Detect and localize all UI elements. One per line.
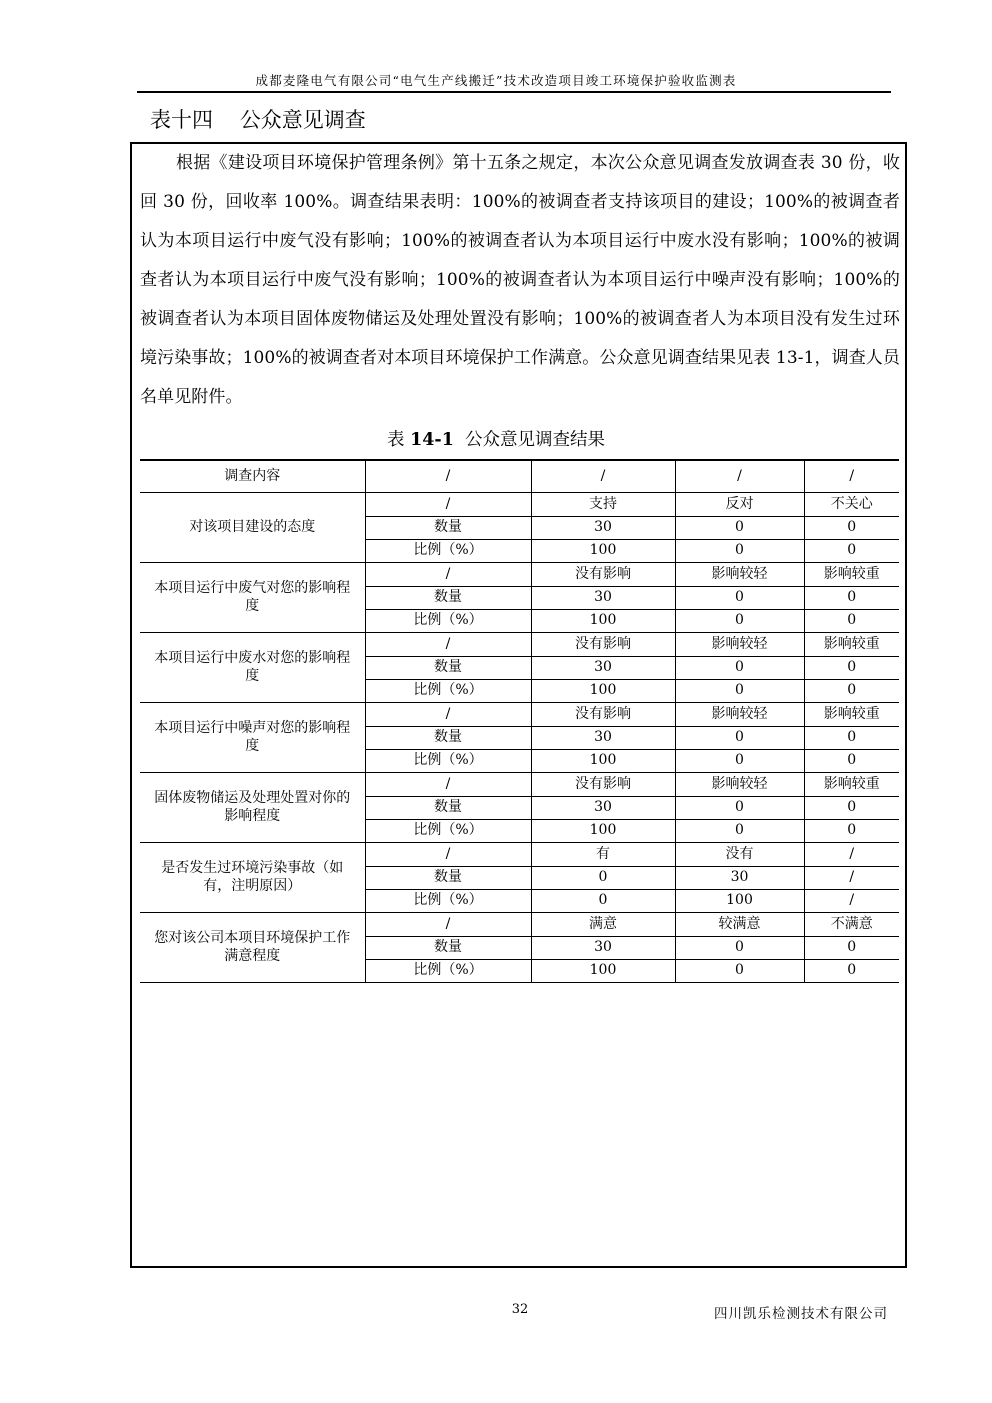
table-cell: 数量 (365, 866, 531, 889)
table-caption (0, 426, 992, 451)
table-cell: 0 (675, 749, 804, 772)
table-cell: 比例（%） (365, 959, 531, 982)
table-cell: 比例（%） (365, 819, 531, 842)
table-cell: 不满意 (804, 912, 899, 936)
table-cell: 不关心 (804, 492, 899, 516)
table-cell: 0 (675, 796, 804, 819)
table-cell: 0 (531, 889, 675, 912)
header-cell: / (804, 460, 899, 492)
table-row (140, 842, 899, 866)
table-cell: 没有影响 (531, 772, 675, 796)
table-cell: / (365, 562, 531, 586)
header-cell: / (365, 460, 531, 492)
table-cell: 0 (675, 539, 804, 562)
table-cell: 没有影响 (531, 632, 675, 656)
table-cell: / (365, 842, 531, 866)
table-cell: 0 (804, 796, 899, 819)
page-number: 32 (511, 1302, 529, 1317)
table-cell: / (804, 866, 899, 889)
table-cell: / (365, 772, 531, 796)
table-cell: 0 (675, 726, 804, 749)
table-caption-number: 14-1 (410, 430, 454, 450)
survey-results-table (140, 459, 899, 983)
table-cell: 100 (675, 889, 804, 912)
table-cell: 0 (675, 516, 804, 539)
header-rule (137, 91, 891, 93)
survey-topic-cell: 是否发生过环境污染事故（如有，注明原因） (140, 842, 365, 912)
table-row (140, 492, 899, 516)
table-cell: 影响较轻 (675, 772, 804, 796)
table-cell: 100 (531, 959, 675, 982)
table-cell: 0 (675, 609, 804, 632)
survey-topic-cell: 本项目运行中噪声对您的影响程度 (140, 702, 365, 772)
table-cell: 0 (804, 749, 899, 772)
table-cell: 0 (531, 866, 675, 889)
table-cell: 0 (675, 819, 804, 842)
table-cell: 比例（%） (365, 749, 531, 772)
survey-topic-cell: 本项目运行中废气对您的影响程度 (140, 562, 365, 632)
table-cell: 比例（%） (365, 539, 531, 562)
header-cell: 调查内容 (140, 460, 365, 492)
header-cell: / (531, 460, 675, 492)
table-cell: 30 (675, 866, 804, 889)
table-cell: 没有影响 (531, 702, 675, 726)
table-cell: / (365, 492, 531, 516)
table-cell: 30 (531, 516, 675, 539)
table-cell: 比例（%） (365, 889, 531, 912)
table-cell: / (365, 632, 531, 656)
table-row (140, 562, 899, 586)
table-cell: 反对 (675, 492, 804, 516)
table-cell: 0 (804, 586, 899, 609)
header-cell: / (675, 460, 804, 492)
table-caption-text: 公众意见调查结果 (453, 430, 605, 450)
table-cell: 比例（%） (365, 679, 531, 702)
table-cell: / (804, 842, 899, 866)
table-cell: 30 (531, 796, 675, 819)
table-cell: 没有 (675, 842, 804, 866)
table-row (140, 632, 899, 656)
table-cell: 影响较重 (804, 772, 899, 796)
table-cell: 0 (804, 819, 899, 842)
table-cell: 30 (531, 586, 675, 609)
table-cell: 100 (531, 749, 675, 772)
table-cell: 0 (675, 679, 804, 702)
table-cell: 影响较轻 (675, 562, 804, 586)
table-cell: 数量 (365, 796, 531, 819)
table-cell: 0 (804, 679, 899, 702)
table-cell: 30 (531, 726, 675, 749)
table-cell: 0 (675, 936, 804, 959)
table-cell: 数量 (365, 936, 531, 959)
table-cell: / (365, 702, 531, 726)
table-cell: 30 (531, 936, 675, 959)
table-row (140, 772, 899, 796)
table-cell: 0 (675, 656, 804, 679)
table-caption-prefix: 表 (387, 430, 411, 450)
table-cell: 数量 (365, 656, 531, 679)
table-cell: / (365, 912, 531, 936)
survey-topic-cell: 对该项目建设的态度 (140, 492, 365, 562)
table-cell: 100 (531, 539, 675, 562)
table-row (140, 702, 899, 726)
table-cell: 0 (804, 936, 899, 959)
table-row (140, 912, 899, 936)
table-cell: 100 (531, 609, 675, 632)
table-cell: 100 (531, 819, 675, 842)
table-cell: 0 (675, 586, 804, 609)
table-cell: 数量 (365, 726, 531, 749)
intro-paragraph: 根据《建设项目环境保护管理条例》第十五条之规定，本次公众意见调查发放调查表 30 份，收回 30 份，回收率 100%。调查结果表明：100%的被调查者支持该项目的建设；100%的被调查者认为本项目运行中废气没有影响；100%的被调查者认为本项目运行中废水没有影响；100%的被调查者认为本项目运行中废气没有影响；100%的被调查者认为本项目运行中噪声没有影响；100%的被调查者认为本项目固体废物储运及处理处置没有影响；100%的被调查者人为本项目没有发生过环境污染事故；100%的被调查者对本项目环境保护工作满意。公众意见调查结果见表 13-1，调查人员名单见附件。 (140, 153, 900, 407)
table-cell: 数量 (365, 516, 531, 539)
table-cell: 0 (804, 726, 899, 749)
table-cell: 0 (804, 539, 899, 562)
table-cell: 满意 (531, 912, 675, 936)
table-cell: 0 (804, 959, 899, 982)
table-cell: 没有影响 (531, 562, 675, 586)
table-cell: 支持 (531, 492, 675, 516)
survey-topic-cell: 固体废物储运及处理处置对你的影响程度 (140, 772, 365, 842)
table-cell: 较满意 (675, 912, 804, 936)
table-cell: 0 (804, 656, 899, 679)
table-cell: 0 (804, 516, 899, 539)
table-cell: 影响较轻 (675, 632, 804, 656)
table-cell: 影响较轻 (675, 702, 804, 726)
table-cell: 100 (531, 679, 675, 702)
survey-topic-cell: 您对该公司本项目环境保护工作满意程度 (140, 912, 365, 982)
table-cell: 影响较重 (804, 702, 899, 726)
table-header-row (140, 460, 899, 492)
table-cell: 影响较重 (804, 562, 899, 586)
survey-table-body (140, 460, 899, 982)
table-cell: 0 (675, 959, 804, 982)
footer-organization: 四川凯乐检测技术有限公司 (714, 1306, 888, 1322)
survey-topic-cell: 本项目运行中废水对您的影响程度 (140, 632, 365, 702)
table-cell: 影响较重 (804, 632, 899, 656)
table-cell: 30 (531, 656, 675, 679)
document-header-title: 成都麦隆电气有限公司“电气生产线搬迁”技术改造项目竣工环境保护验收监测表 (255, 73, 737, 88)
table-cell: 0 (804, 609, 899, 632)
section-title: 表十四 公众意见调查 (150, 108, 366, 132)
table-cell: 有 (531, 842, 675, 866)
table-cell: 比例（%） (365, 609, 531, 632)
table-cell: 数量 (365, 586, 531, 609)
table-cell: / (804, 889, 899, 912)
